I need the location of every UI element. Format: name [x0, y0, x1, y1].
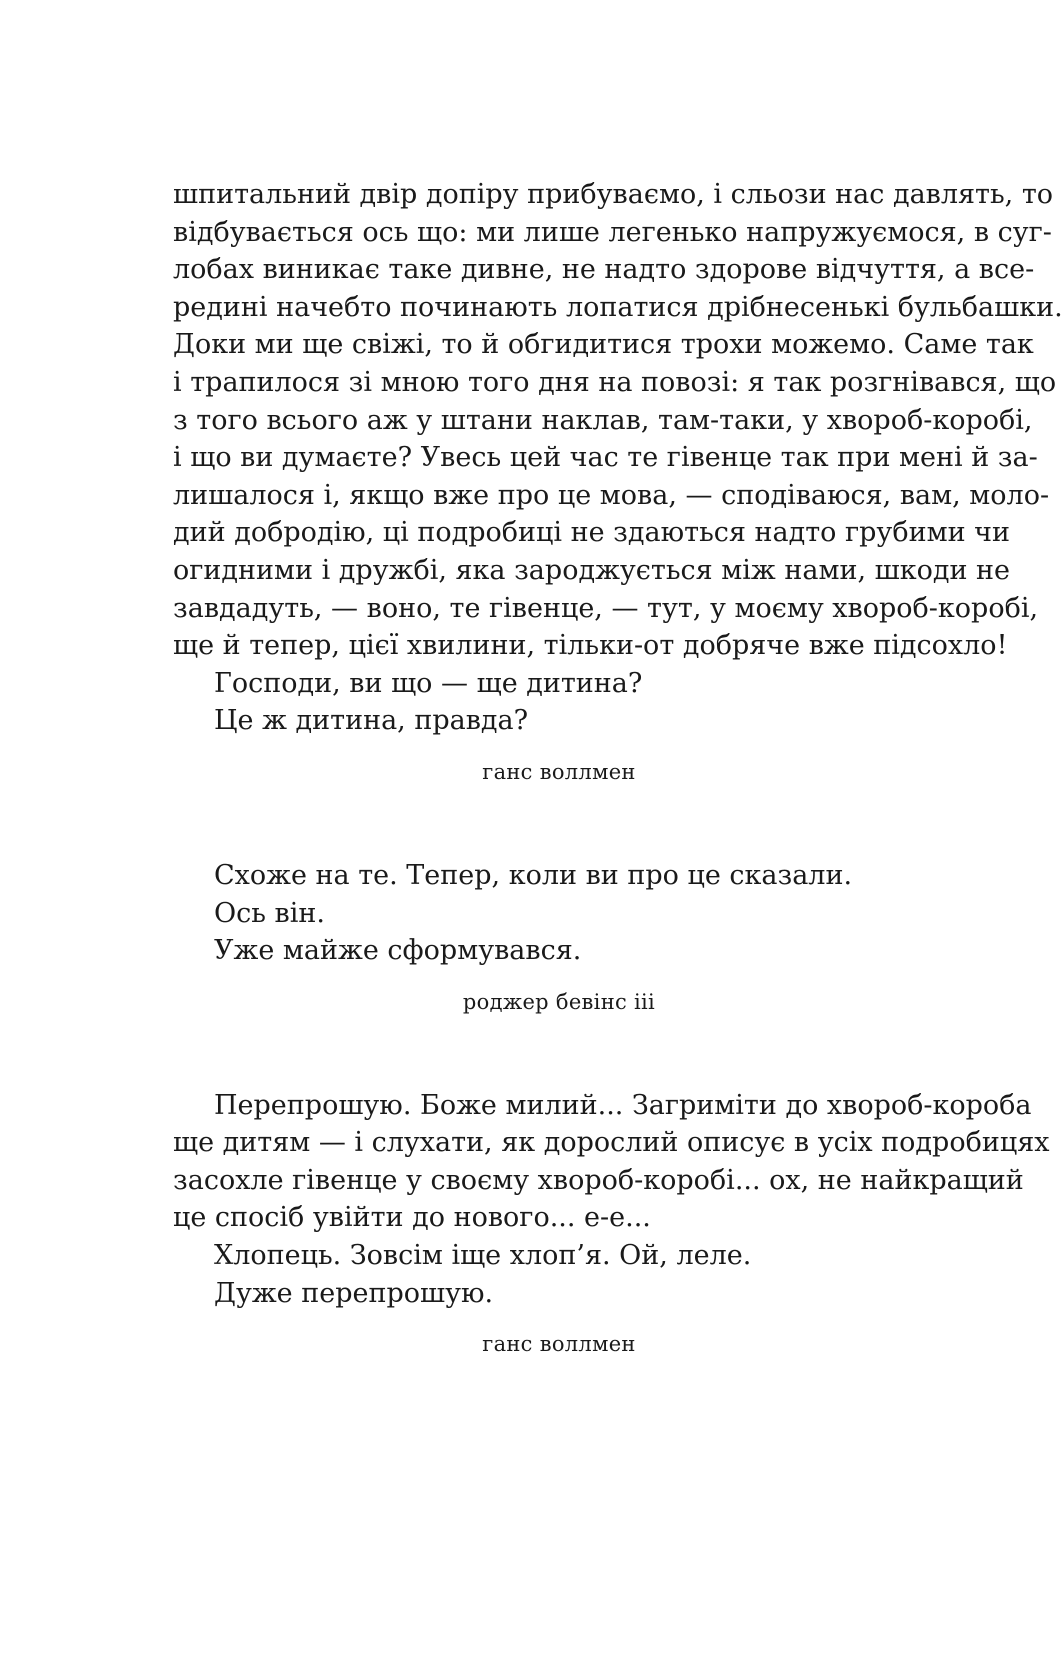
text-line: засохле гівенце у своєму хвороб-коробі... ох, не найкращий: [173, 1164, 1024, 1196]
text-line: лобах виникає таке дивне, не надто здорове відчуття, а все-: [173, 254, 1035, 286]
text-line: відбувається ось що: ми лише легенько напружуємося, в суг-: [173, 216, 1052, 248]
text-line: лишалося і, якщо вже про це мова, — сподіваюся, вам, моло-: [173, 479, 1050, 511]
monologue-block: [173, 857, 945, 1016]
paragraph: Ось він.: [214, 897, 325, 929]
paragraph: Господи, ви що — ще дитина?: [214, 667, 643, 699]
text-line: з того всього аж у штани наклав, там-таки, у хвороб-коробі,: [173, 404, 1033, 436]
monologue-block: [173, 176, 1063, 786]
paragraph: Схоже на те. Тепер, коли ви про це сказали.: [214, 859, 853, 891]
text-line: Доки ми ще свіжі, то й обгидитися трохи можемо. Саме так: [173, 329, 1034, 361]
monologue-block: [173, 1087, 1050, 1359]
text-line: ще й тепер, цієї хвилини, тільки-от добряче вже підсохло!: [173, 630, 1008, 662]
text-line: ще дитям — і слухати, як дорослий описує в усіх подробицях: [173, 1127, 1050, 1159]
text-line: це спосіб увійти до нового... е-е...: [173, 1202, 651, 1234]
speaker-attribution: ганс воллмен: [482, 759, 636, 784]
paragraph: Уже майже сформувався.: [214, 935, 582, 967]
text-line: редині начебто починають лопатися дрібнесенькі бульбашки.: [173, 291, 1063, 323]
book-page: [173, 176, 1063, 1358]
text-line: Перепрошую. Боже милий... Загриміти до хвороб-короба: [214, 1089, 1032, 1121]
text-line: і що ви думаєте? Увесь цей час те гівенце так при мені й за-: [173, 442, 1038, 474]
text-line: огидними і дружбі, яка зароджується між нами, шкоди не: [173, 554, 1011, 586]
text-line: шпитальний двір допіру прибуваємо, і сльози нас давлять, то: [173, 179, 1054, 210]
text-line: дий добродію, ці подробиці не здаються надто грубими чи: [173, 517, 1010, 549]
text-line: і трапилося зі мною того дня на повозі: я так розгнівався, що: [173, 366, 1057, 398]
speaker-attribution: ганс воллмен: [482, 1332, 636, 1357]
text-line: завдадуть, — воно, те гівенце, — тут, у моєму хвороб-коробі,: [173, 592, 1039, 624]
paragraph: Це ж дитина, правда?: [214, 705, 529, 737]
speaker-attribution: роджер бевінс ііі: [462, 989, 656, 1014]
paragraph: Дуже перепрошую.: [214, 1277, 494, 1309]
paragraph: Хлопець. Зовсім іще хлоп’я. Ой, леле.: [214, 1240, 752, 1272]
